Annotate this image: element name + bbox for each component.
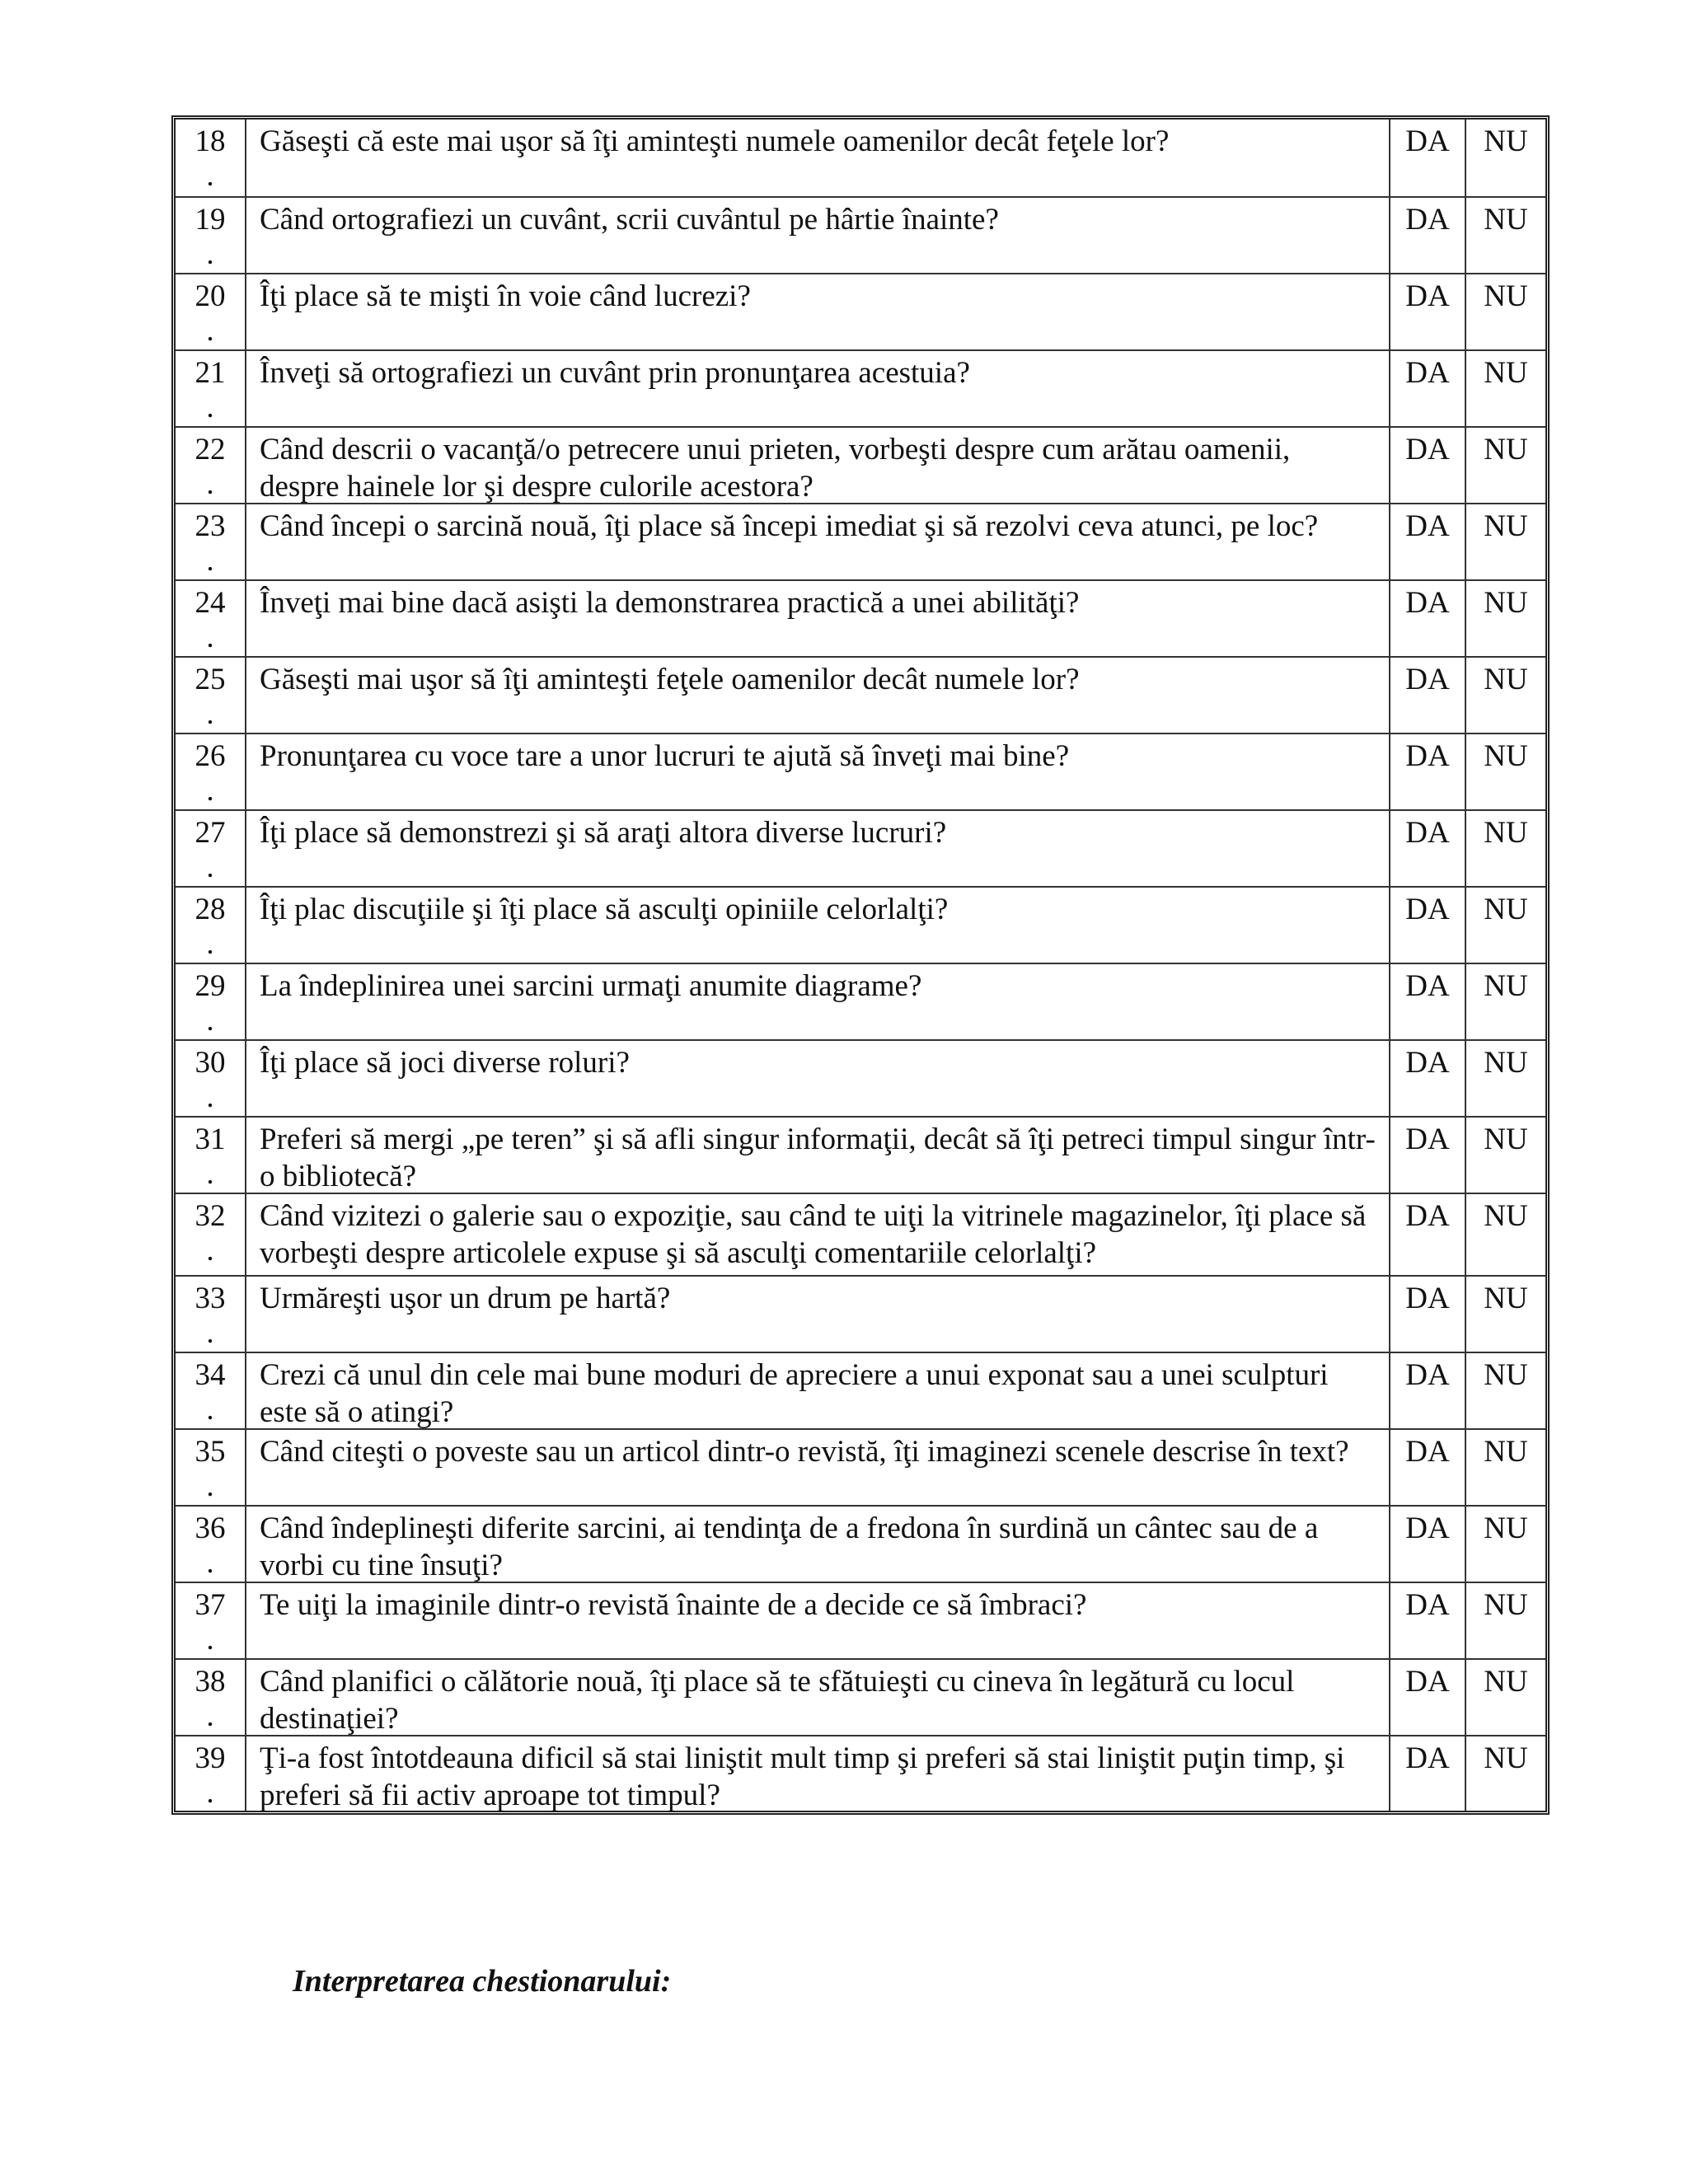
answer-no-option[interactable]: NU bbox=[1484, 1588, 1528, 1622]
question-text: Te uiţi la imaginile dintr-o revistă înainte de a decide ce să îmbraci? bbox=[246, 1583, 1390, 1658]
answer-no-option[interactable]: NU bbox=[1484, 279, 1528, 313]
answer-yes-option[interactable]: DA bbox=[1390, 734, 1466, 809]
answer-no-option[interactable]: NU bbox=[1484, 356, 1528, 390]
question-row bbox=[176, 503, 1545, 579]
question-text: Când începi o sarcină nouă, îţi place să începi imediat şi să rezolvi ceva atunci, pe loc? bbox=[246, 504, 1390, 579]
answer-no-option[interactable]: NU bbox=[1484, 663, 1528, 696]
answer-yes-option[interactable]: DA bbox=[1390, 658, 1466, 733]
question-number: 28 . bbox=[176, 888, 246, 963]
question-text: Când îndeplineşti diferite sarcini, ai tendinţa de a fredona în surdină un cântec sau de a vorbi cu tine însuţi? bbox=[246, 1507, 1390, 1582]
question-number: 26 . bbox=[176, 734, 246, 809]
question-row bbox=[176, 656, 1545, 733]
question-number: 38 . bbox=[176, 1660, 246, 1735]
question-text: Îţi place să joci diverse roluri? bbox=[246, 1041, 1390, 1116]
answer-yes-option[interactable]: DA bbox=[1390, 1660, 1466, 1735]
answer-yes-option[interactable]: DA bbox=[1390, 351, 1466, 426]
answer-yes-option[interactable]: DA bbox=[1390, 811, 1466, 886]
question-number: 22 . bbox=[176, 428, 246, 503]
answer-no-option[interactable]: NU bbox=[1484, 969, 1528, 1003]
question-text: Găseşti că este mai uşor să îţi aminteşti numele oamenilor decât feţele lor? bbox=[246, 120, 1390, 196]
question-row bbox=[176, 1428, 1545, 1505]
answer-yes-option[interactable]: DA bbox=[1390, 504, 1466, 579]
question-number: 31 . bbox=[176, 1118, 246, 1193]
question-row bbox=[176, 579, 1545, 656]
answer-no-option[interactable]: NU bbox=[1484, 1358, 1528, 1392]
question-row bbox=[176, 120, 1545, 196]
answer-yes-option[interactable]: DA bbox=[1390, 120, 1466, 196]
answer-no-option[interactable]: NU bbox=[1484, 1046, 1528, 1080]
answer-yes-option[interactable]: DA bbox=[1390, 888, 1466, 963]
question-number: 27 . bbox=[176, 811, 246, 886]
question-row bbox=[176, 1193, 1545, 1275]
question-number: 30 . bbox=[176, 1041, 246, 1116]
answer-yes-option[interactable]: DA bbox=[1390, 1736, 1466, 1811]
answer-no-option[interactable]: NU bbox=[1484, 1511, 1528, 1545]
question-number: 35 . bbox=[176, 1430, 246, 1505]
question-number: 20 . bbox=[176, 274, 246, 349]
question-number: 21 . bbox=[176, 351, 246, 426]
questionnaire-table bbox=[171, 115, 1550, 1815]
answer-no-option[interactable]: NU bbox=[1484, 203, 1528, 237]
question-number: 39 . bbox=[176, 1736, 246, 1811]
question-text: Crezi că unul din cele mai bune moduri de apreciere a unui exponat sau a unei sculpturi este să o atingi? bbox=[246, 1353, 1390, 1428]
answer-yes-option[interactable]: DA bbox=[1390, 428, 1466, 503]
question-text: Când vizitezi o galerie sau o expoziţie, sau când te uiţi la vitrinele magazinelor, îţi place să vorbeşti despre articolele expuse şi să asculţi comentariile celorlalţi? bbox=[246, 1194, 1390, 1275]
question-text: Îţi plac discuţiile şi îţi place să asculţi opiniile celorlalţi? bbox=[246, 888, 1390, 963]
answer-yes-option[interactable]: DA bbox=[1390, 1353, 1466, 1428]
question-row bbox=[176, 1658, 1545, 1735]
question-row bbox=[176, 349, 1545, 426]
answer-yes-option[interactable]: DA bbox=[1390, 964, 1466, 1039]
interpretation-heading: Interpretarea chestionarului: bbox=[293, 1964, 672, 1999]
question-row bbox=[176, 1352, 1545, 1428]
question-number: 36 . bbox=[176, 1507, 246, 1582]
question-number: 34 . bbox=[176, 1353, 246, 1428]
question-text: Înveţi mai bine dacă asişti la demonstrarea practică a unei abilităţi? bbox=[246, 581, 1390, 656]
question-row bbox=[176, 196, 1545, 273]
question-text: Când citeşti o poveste sau un articol dintr-o revistă, îţi imaginezi scenele descrise în text? bbox=[246, 1430, 1390, 1505]
answer-no-option[interactable]: NU bbox=[1484, 433, 1528, 466]
question-text: Preferi să mergi „pe teren” şi să afli singur informaţii, decât să îţi petreci timpul singur într-o bibliotecă? bbox=[246, 1118, 1390, 1193]
question-number: 33 . bbox=[176, 1277, 246, 1352]
question-row bbox=[176, 886, 1545, 963]
answer-no-option[interactable]: NU bbox=[1484, 739, 1528, 773]
question-text: Găseşti mai uşor să îţi aminteşti feţele oamenilor decât numele lor? bbox=[246, 658, 1390, 733]
question-text: Când planifici o călătorie nouă, îţi place să te sfătuieşti cu cineva în legătură cu locul destinaţiei? bbox=[246, 1660, 1390, 1735]
answer-no-option[interactable]: NU bbox=[1484, 1199, 1528, 1233]
answer-no-option[interactable]: NU bbox=[1484, 509, 1528, 543]
question-row bbox=[176, 963, 1545, 1039]
answer-no-option[interactable]: NU bbox=[1484, 1665, 1528, 1699]
answer-yes-option[interactable]: DA bbox=[1390, 1041, 1466, 1116]
answer-no-option[interactable]: NU bbox=[1484, 1741, 1528, 1775]
answer-yes-option[interactable]: DA bbox=[1390, 274, 1466, 349]
answer-no-option[interactable]: NU bbox=[1484, 1435, 1528, 1469]
question-number: 23 . bbox=[176, 504, 246, 579]
question-text: Îţi place să demonstrezi şi să araţi altora diverse lucruri? bbox=[246, 811, 1390, 886]
question-text: Pronunţarea cu voce tare a unor lucruri te ajută să înveţi mai bine? bbox=[246, 734, 1390, 809]
answer-yes-option[interactable]: DA bbox=[1390, 198, 1466, 273]
question-number: 19 . bbox=[176, 198, 246, 273]
answer-yes-option[interactable]: DA bbox=[1390, 1583, 1466, 1658]
question-row bbox=[176, 1582, 1545, 1658]
answer-yes-option[interactable]: DA bbox=[1390, 1277, 1466, 1352]
question-text: Urmăreşti uşor un drum pe hartă? bbox=[246, 1277, 1390, 1352]
question-row bbox=[176, 1505, 1545, 1582]
question-text: La îndeplinirea unei sarcini urmaţi anumite diagrame? bbox=[246, 964, 1390, 1039]
answer-no-option[interactable]: NU bbox=[1484, 586, 1528, 620]
question-row bbox=[176, 1116, 1545, 1193]
answer-yes-option[interactable]: DA bbox=[1390, 1430, 1466, 1505]
answer-yes-option[interactable]: DA bbox=[1390, 1118, 1466, 1193]
answer-no-option[interactable]: NU bbox=[1484, 893, 1528, 926]
question-text: Când ortografiezi un cuvânt, scrii cuvântul pe hârtie înainte? bbox=[246, 198, 1390, 273]
question-number: 29 . bbox=[176, 964, 246, 1039]
question-row bbox=[176, 273, 1545, 349]
question-row bbox=[176, 1735, 1545, 1811]
answer-no-option[interactable]: NU bbox=[1484, 816, 1528, 850]
answer-no-option[interactable]: NU bbox=[1484, 124, 1528, 158]
question-number: 24 . bbox=[176, 581, 246, 656]
question-text: Când descrii o vacanţă/o petrecere unui prieten, vorbeşti despre cum arătau oamenii, despre hainele lor şi despre culorile acestora? bbox=[246, 428, 1390, 503]
answer-no-option[interactable]: NU bbox=[1484, 1282, 1528, 1315]
question-number: 25 . bbox=[176, 658, 246, 733]
answer-yes-option[interactable]: DA bbox=[1390, 1507, 1466, 1582]
question-text: Ţi-a fost întotdeauna dificil să stai liniştit mult timp şi preferi să stai liniştit puţin timp, şi preferi să fii activ aproape tot timpul? bbox=[246, 1736, 1390, 1811]
question-number: 37 . bbox=[176, 1583, 246, 1658]
answer-no-option[interactable]: NU bbox=[1484, 1122, 1528, 1156]
question-row bbox=[176, 733, 1545, 809]
answer-yes-option[interactable]: DA bbox=[1390, 1194, 1466, 1275]
answer-yes-option[interactable]: DA bbox=[1390, 581, 1466, 656]
question-row bbox=[176, 1275, 1545, 1352]
question-row bbox=[176, 1039, 1545, 1116]
question-row bbox=[176, 426, 1545, 503]
question-number: 32 . bbox=[176, 1194, 246, 1275]
question-number: 18 . bbox=[176, 120, 246, 196]
question-text: Îţi place să te mişti în voie când lucrezi? bbox=[246, 274, 1390, 349]
question-text: Înveţi să ortografiezi un cuvânt prin pronunţarea acestuia? bbox=[246, 351, 1390, 426]
question-row bbox=[176, 809, 1545, 886]
